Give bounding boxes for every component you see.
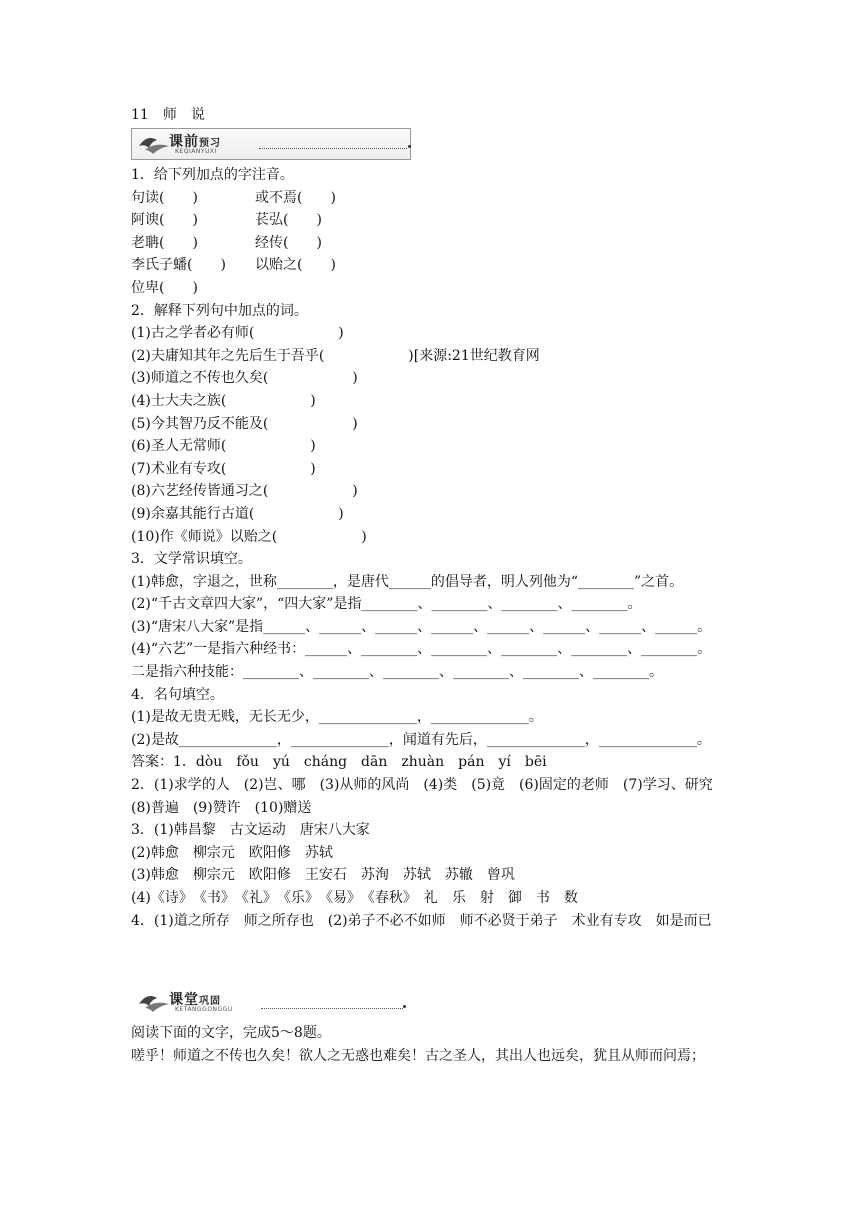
q2-item: (4)士大夫之族( ) <box>131 392 316 409</box>
reading-instruction: 阅读下面的文字，完成5～8题。 <box>131 1025 331 1042</box>
reading-text: 嗟乎！师道之不传也久矣！欲人之无惑也难矣！古之圣人，其出人也远矣，犹且从师而问焉； <box>131 1047 705 1064</box>
q1-heading: 1．给下列加点的字注音。 <box>131 167 294 183</box>
question-2 <box>131 300 731 549</box>
answer-line: (2)韩愈 柳宗元 欧阳修 苏轼 <box>131 844 333 861</box>
answer-line: 3．(1)韩昌黎 古文运动 唐宋八大家 <box>131 822 370 839</box>
q3-heading: 3．文学常识填空。 <box>131 551 252 568</box>
spacer <box>131 932 731 984</box>
answer-line: 答案：1．dòu fǒu yú cháng dān zhuàn pán yí bēi <box>131 754 547 771</box>
q1-row: 位卑( ) <box>131 279 198 296</box>
worksheet <box>131 104 731 1067</box>
q3-item: (2)“千古文章四大家”，“四大家”是指________、________、________、________。 <box>131 596 642 613</box>
answer-line: (3)韩愈 柳宗元 欧阳修 王安石 苏洵 苏轼 苏辙 曾巩 <box>131 867 515 884</box>
q2-item: (5)今其智乃反不能及( ) <box>131 415 358 432</box>
q2-item: (1)古之学者必有师( ) <box>131 325 344 342</box>
q4-item: (1)是故无贵无贱，无长无少，______________，______________。 <box>131 709 543 726</box>
q2-item: (9)余嘉其能行古道( ) <box>131 505 344 522</box>
q3-item: 二是指六种技能：________、________、________、________、________、________。 <box>131 664 663 681</box>
question-3 <box>131 548 731 684</box>
q3-item: (1)韩愈，字退之，世称________，是唐代______的倡导者，明人列他为“________”之首。 <box>131 573 684 590</box>
q4-heading: 4．名句填空。 <box>131 686 224 703</box>
q1-row: 李氏子蟠( ) 以贻之( ) <box>131 257 336 274</box>
banner-label: 课前预习 <box>169 134 221 150</box>
q2-item: (6)圣人无常师( ) <box>131 438 316 455</box>
q3-item: (4)“六艺”一是指六种经书：______、________、________、________、________、________。 <box>131 641 712 658</box>
q1-row: 阿谀( ) 苌弘( ) <box>131 212 322 229</box>
page-title: 11 师 说 <box>131 107 205 123</box>
banner-subtitle: KETANGGONGGU <box>175 1006 233 1014</box>
reading-section <box>131 1022 731 1067</box>
answer-line: (4)《诗》 《书》 《礼》 《乐》 《易》 《春秋》 礼 乐 射 御 书 数 <box>131 890 578 906</box>
q2-item: (2)夫庸知其年之先后生于吾乎( )[来源:21世纪教育网 <box>131 347 540 364</box>
question-1 <box>131 164 731 300</box>
banner-dotted-line <box>259 148 407 149</box>
q1-row: 老聃( ) 经传( ) <box>131 234 322 251</box>
q2-item: (8)六艺经传皆通习之( ) <box>131 483 358 500</box>
banner-dotted-line <box>261 1008 403 1009</box>
q4-item: (2)是故______________，______________，闻道有先后，______________，______________。 <box>131 731 711 748</box>
q2-heading: 2．解释下列句中加点的词。 <box>131 302 308 319</box>
q2-item: (7)术业有专攻( ) <box>131 460 316 477</box>
q2-item: (10)作《师说》以贻之( ) <box>131 528 367 545</box>
answer-line: 4．(1)道之所存 师之所存也 (2)弟子不必不如师 师不必贤于弟子 术业有专攻 如是而已 <box>131 912 712 929</box>
answers <box>131 751 731 932</box>
bird-logo-icon <box>137 990 171 1014</box>
answer-line: 2．(1)求学的人 (2)岂、哪 (3)从师的风尚 (4)类 (5)竟 (6)固定的老师 (7)学习、研究 (8)普遍 (9)赞许 (10)赠送 <box>131 777 727 816</box>
bird-logo-icon <box>137 132 171 156</box>
banner-end-dot <box>408 145 411 148</box>
banner-label: 课堂巩固 <box>169 992 221 1009</box>
q2-item: (3)师道之不传也久矣( ) <box>131 370 358 387</box>
q1-row: 句读( ) 或不焉( ) <box>131 189 336 206</box>
section-banner-classroom <box>131 986 731 1018</box>
section-banner-preview <box>131 128 731 160</box>
q3-item: (3)“唐宋八大家”是指______、______、______、______、______、______、______、______。 <box>131 618 712 635</box>
banner-subtitle: KEQIANYUXI <box>175 148 217 155</box>
question-4 <box>131 684 731 752</box>
